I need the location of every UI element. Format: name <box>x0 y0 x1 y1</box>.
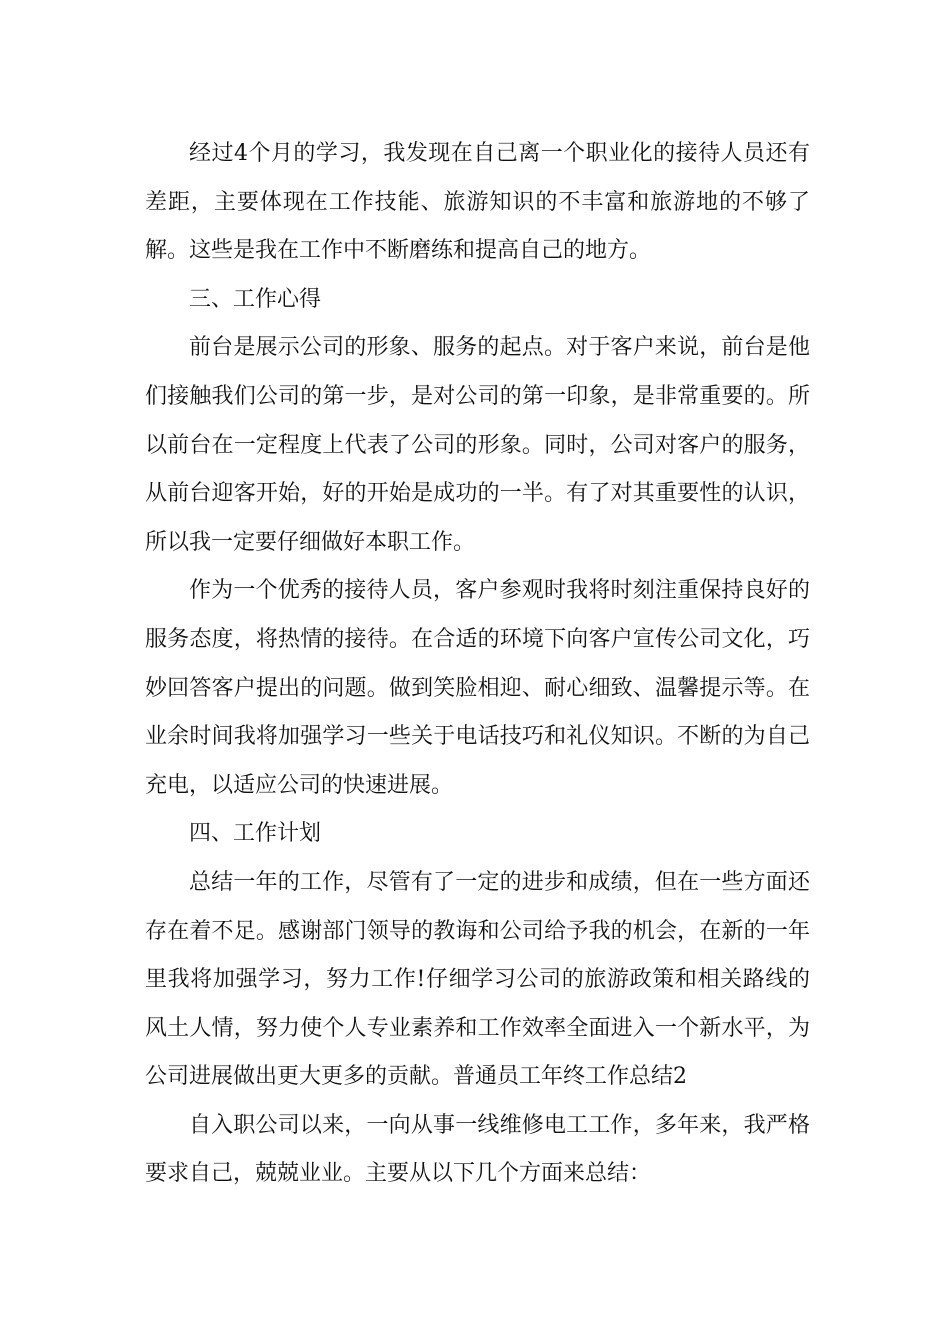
section-heading-work-insights: 三、工作心得 <box>189 286 322 312</box>
paragraph-front-desk-image: 前台是展示公司的形象、服务的起点。对于客户来说，前台是他们接触我们公司的第一步，是对公司的第一印象，是非常重要的。所以前台在一定程度上代表了公司的形象。同时，公司对客户的服务，从前台迎客开始，好的开始是成功的一半。有了对其重要性的认识，所以我一定要仔细做好本职工作。 <box>145 335 810 555</box>
paragraph-reception-service: 作为一个优秀的接待人员，客户参观时我将时刻注重保持良好的服务态度，将热情的接待。在合适的环境下向客户宣传公司文化，巧妙回答客户提出的问题。做到笑脸相迎、耐心细致、温馨提示等。在业余时间我将加强学习一些关于电话技巧和礼仪知识。不断的为自己充电，以适应公司的快速进展。 <box>145 578 810 798</box>
paragraph-electrician-intro: 自入职公司以来，一向从事一线维修电工工作，多年来，我严格要求自己，兢兢业业。主要从以下几个方面来总结： <box>145 1112 810 1187</box>
paragraph-study-summary: 经过4个月的学习，我发现在自己离一个职业化的接待人员还有差距，主要体现在工作技能、旅游知识的不丰富和旅游地的不够了解。这些是我在工作中不断磨练和提高自己的地方。 <box>145 141 810 264</box>
paragraph-year-summary: 总结一年的工作，尽管有了一定的进步和成绩，但在一些方面还存在着不足。感谢部门领导的教诲和公司给予我的机会，在新的一年里我将加强学习，努力工作!仔细学习公司的旅游政策和相关路线的风土人情，努力使个人专业素养和工作效率全面进入一个新水平，为公司进展做出更大更多的贡献。普通员工年终工作总结2 <box>145 869 810 1090</box>
document-body <box>145 130 810 1199</box>
section-heading-work-plan: 四、工作计划 <box>189 821 322 847</box>
